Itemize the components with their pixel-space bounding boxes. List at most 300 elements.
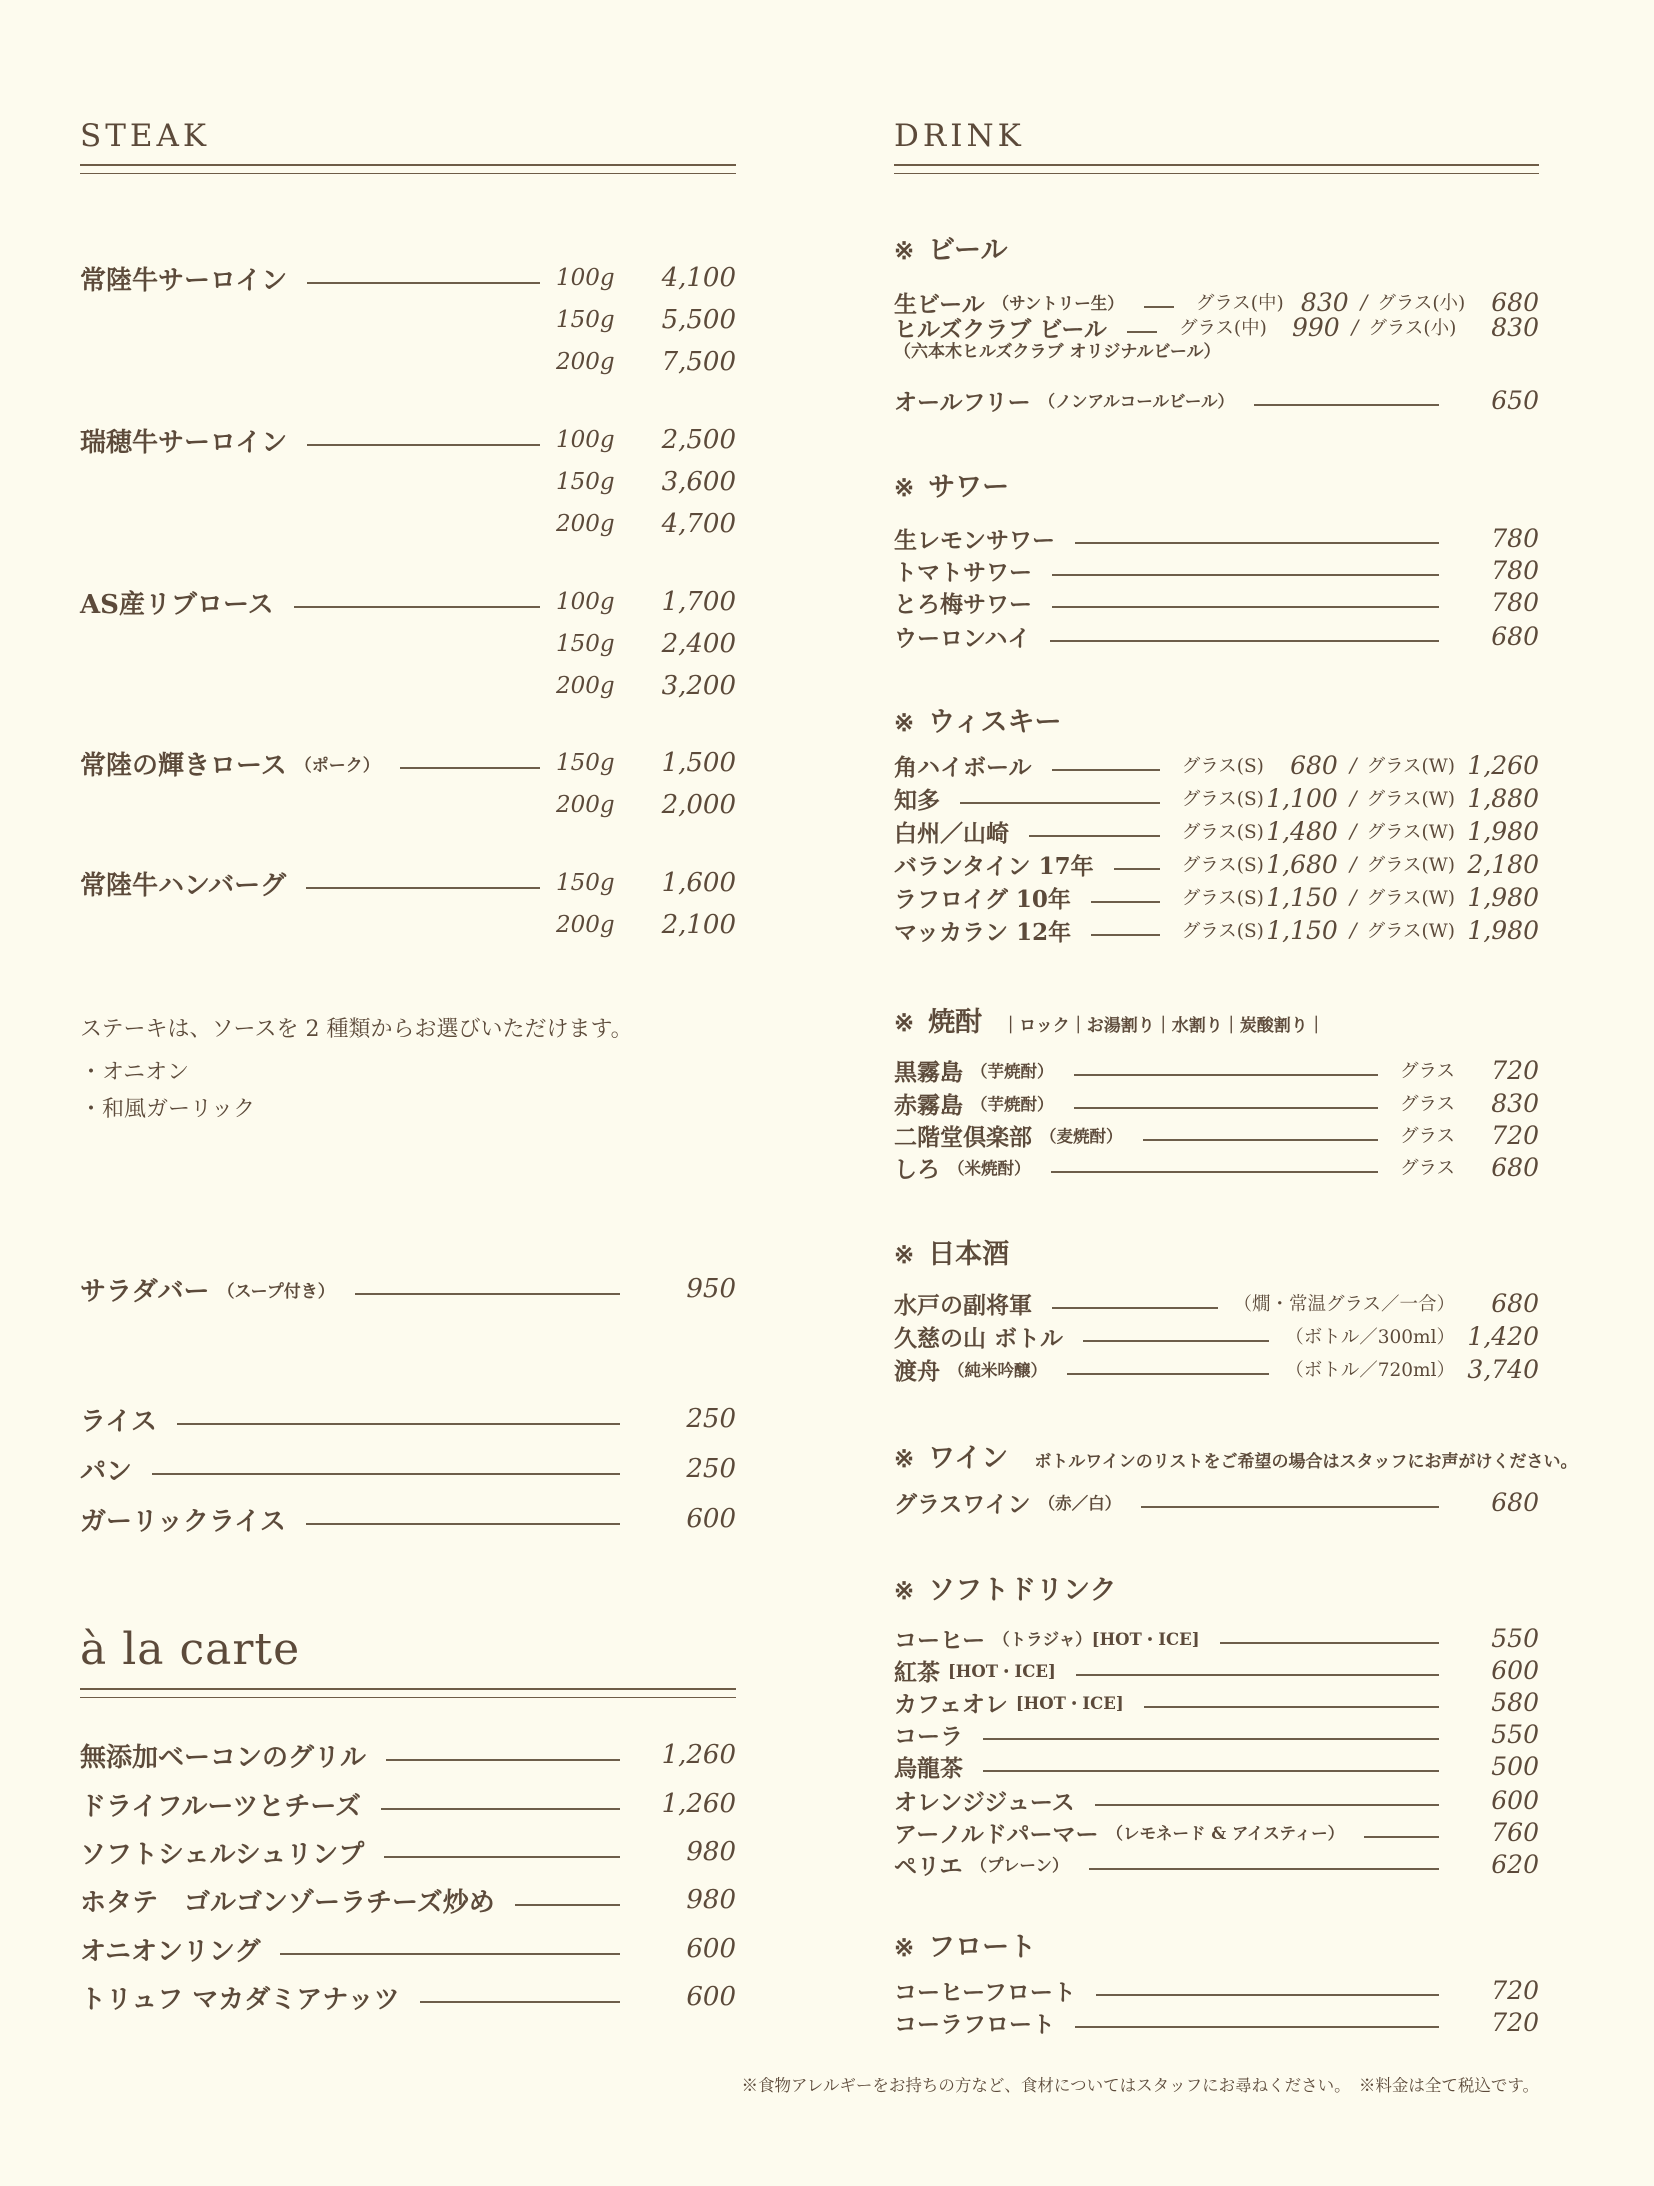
drink-item-name: バランタイン 17年 [894,852,1094,880]
price: 1,420 [1467,1321,1539,1351]
side-item-row [80,1401,736,1437]
price: 1,150 [1266,915,1338,945]
drink-item-row [894,813,1539,849]
drink-item-row [894,520,1539,556]
alacarte-item-name: トリュフ マカダミアナッツ [80,1984,400,2015]
price: 600 [1491,1655,1539,1685]
sauce-note: ステーキは、ソースを 2 種類からお選びいただけます。 [80,1017,633,1042]
komejirushi-icon: ※ [894,1240,915,1269]
price: 1,880 [1467,783,1539,813]
weight-label: 200g [556,511,615,537]
drink-item-name: しろ [894,1155,940,1183]
section-title: サワー [928,472,1010,503]
steak-item-name: AS産リブロース [80,589,274,620]
price: 3,740 [1467,1354,1539,1384]
drink-item-row [894,552,1539,588]
leader-line [1051,1171,1379,1173]
price: 1,480 [1266,816,1338,846]
glass-label: グラス [1400,1061,1455,1082]
price: 1,600 [661,868,736,898]
drink-item-name: 知多 [894,786,940,814]
steak-column [80,0,736,2186]
side-item-name: ガーリックライス [80,1506,286,1537]
weight-label: 200g [556,673,615,699]
alacarte-item-row [80,1882,736,1918]
glass-size-label: グラス(S) [1181,888,1264,909]
price: 250 [686,1454,736,1484]
glass-size-label: グラス(W) [1366,888,1455,909]
item-note: （芋焼酎） [971,1062,1054,1081]
glass-label: グラス [1400,1094,1455,1115]
leader-line [515,1904,620,1906]
glass-label: グラス [1400,1158,1455,1179]
drink-item-row [894,912,1539,948]
section-title: 焼酎 [928,1007,983,1038]
leader-line [983,1770,1439,1772]
drink-item-name: ヒルズクラブ ビール [894,315,1107,343]
section-title: ビール [928,235,1008,266]
item-note: （麦焼酎） [1040,1127,1123,1146]
price: 720 [1491,1120,1539,1150]
glass-size-label: グラス(中) [1178,318,1267,339]
item-note: （純米吟醸） [948,1361,1047,1380]
price: 7,500 [661,347,736,377]
steak-price-row [80,787,736,823]
wine-list-note: ボトルワインのリストをご希望の場合はスタッフにお声がけください。 [1034,1452,1578,1472]
leader-line [1075,2026,1439,2028]
leader-line [1364,1836,1439,1838]
section-header-sour [894,465,1539,505]
drink-item-row [894,1149,1539,1185]
steak-section-title: STEAK [80,118,211,154]
leader-line [1029,835,1160,837]
steak-item-name: 常陸の輝きロース [80,750,287,781]
komejirushi-icon: ※ [894,1008,915,1037]
weight-label: 150g [556,750,615,776]
steak-price-row [80,464,736,500]
price: 600 [686,1504,736,1534]
glass-size-label: グラス(W) [1366,789,1455,810]
price: 500 [1491,1751,1539,1781]
drink-column [741,0,1578,2186]
item-note: （芋焼酎） [971,1095,1054,1114]
drink-item-name: 水戸の副将軍 [894,1291,1032,1319]
price: 980 [686,1837,736,1867]
steak-price-row [80,668,736,704]
alacarte-item-name: ホタテ ゴルゴンゾーラチーズ炒め [80,1887,495,1918]
leader-line [1052,606,1439,608]
price: 980 [686,1885,736,1915]
side-item-row [80,1501,736,1537]
drink-item-row [894,1716,1539,1752]
price: 760 [1491,1817,1539,1847]
price: 1,100 [1266,783,1338,813]
slash-separator: / [1349,918,1357,942]
drink-item-row [894,618,1539,654]
beer-subnote: （六本木ヒルズクラブ オリジナルビール） [894,342,1221,362]
leader-line [355,1293,620,1295]
drink-item-row [894,1484,1539,1520]
leader-line [1091,934,1160,936]
steak-item-row [80,865,736,901]
glass-size-label: グラス(W) [1366,822,1455,843]
price: 1,980 [1467,882,1539,912]
alacarte-item-name: 無添加ベーコンのグリル [80,1742,367,1773]
section-header-float [894,1925,1539,1965]
drink-item-row [894,1318,1539,1354]
item-note: （スープ付き） [217,1281,335,1302]
leader-line [1091,901,1160,903]
drink-item-name: 角ハイボール [894,753,1032,781]
drink-item-row [894,1748,1539,1784]
alacarte-item-row [80,1786,736,1822]
price: 990 [1291,312,1340,342]
item-note: （ポーク） [294,755,380,776]
section-title: ウィスキー [928,707,1062,738]
glass-size-label: グラス(S) [1181,921,1264,942]
glass-size-label: グラス(S) [1181,756,1264,777]
leader-line [307,444,540,446]
drink-item-row [894,382,1539,418]
steak-price-row [80,302,736,338]
price: 2,180 [1467,849,1539,879]
price: 550 [1491,1623,1539,1653]
drink-item-row [894,1085,1539,1121]
leader-line [1254,404,1439,406]
slash-separator: / [1349,753,1357,777]
weight-label: 150g [556,307,615,333]
drink-item-name: 赤霧島 [894,1091,963,1119]
drink-item-name: トマトサワー [894,558,1032,586]
price: 1,980 [1467,915,1539,945]
drink-title-rule [894,164,1539,174]
leader-line [1141,1506,1439,1508]
drink-item-row [894,2004,1539,2040]
glass-size-label: グラス(S) [1181,822,1264,843]
leader-line [1076,1674,1439,1676]
drink-item-row [894,780,1539,816]
drink-item-name: マッカラン 12年 [894,918,1072,946]
price: 780 [1491,523,1539,553]
glass-size-label: グラス(小) [1377,293,1466,314]
leader-line [1095,1804,1439,1806]
price: 680 [1491,1152,1539,1182]
section-header-whisky [894,700,1539,740]
shochu-style-tags: ｜ロック｜お湯割り｜水割り｜炭酸割り｜ [1002,1016,1325,1036]
price: 830 [1491,312,1539,342]
leader-line [960,802,1160,804]
price: 580 [1491,1687,1539,1717]
alacarte-item-name: ソフトシェルシュリンプ [80,1839,365,1870]
item-note: （サントリー生） [992,294,1124,313]
steak-item-name: 瑞穂牛サーロイン [80,427,288,458]
drink-section-title: DRINK [894,118,1025,154]
leader-line [1220,1642,1439,1644]
leader-line [400,767,540,769]
drink-item-name: コーラ [894,1722,963,1750]
price: 830 [1300,287,1349,317]
weight-label: 150g [556,870,615,896]
price: 720 [1491,1055,1539,1085]
alacarte-item-name: ドライフルーツとチーズ [80,1791,362,1822]
price: 2,100 [661,910,736,940]
price: 2,500 [661,425,736,455]
drink-item-name: ラフロイグ 10年 [894,885,1071,913]
leader-line [177,1423,620,1425]
serving-label: （ボトル／720ml） [1285,1360,1455,1381]
drink-item-name: コーヒーフロート [894,1978,1076,2006]
leader-line [306,1523,620,1525]
slash-separator: / [1349,819,1357,843]
drink-item-name: コーヒー [894,1626,986,1654]
alacarte-item-name: オニオンリング [80,1936,261,1967]
price: 680 [1290,750,1338,780]
drink-item-row [894,1620,1539,1656]
komejirushi-icon: ※ [894,236,915,265]
alacarte-section-title: à la carte [80,1624,301,1675]
steak-item-row [80,260,736,296]
price: 4,700 [661,509,736,539]
alacarte-item-row [80,1979,736,2015]
section-title: 日本酒 [928,1239,1010,1270]
leader-line [306,887,540,889]
drink-item-name: とろ梅サワー [894,590,1032,618]
price: 600 [686,1934,736,1964]
weight-label: 150g [556,469,615,495]
price: 1,260 [661,1740,736,1770]
steak-price-row [80,907,736,943]
price: 720 [1491,2007,1539,2037]
slash-separator: / [1349,885,1357,909]
leader-line [307,282,540,284]
weight-label: 100g [556,265,615,291]
leader-line [1127,331,1157,333]
item-note: （プレーン） [970,1856,1069,1875]
leader-line [1067,1373,1269,1375]
price: 5,500 [661,305,736,335]
price: 1,980 [1467,816,1539,846]
slash-separator: / [1349,852,1357,876]
price: 550 [1491,1719,1539,1749]
alacarte-item-row [80,1834,736,1870]
steak-item-row [80,584,736,620]
drink-item-row [894,1285,1539,1321]
serving-label: （燗・常温グラス／一合） [1233,1294,1455,1315]
leader-line [1052,574,1439,576]
side-item-row [80,1271,736,1307]
section-header-beer [894,228,1539,268]
drink-item-name: 白州／山崎 [894,819,1009,847]
leader-line [280,1953,620,1955]
price: 620 [1491,1849,1539,1879]
price: 950 [686,1274,736,1304]
drink-item-row [894,1846,1539,1882]
drink-item-name: アーノルドパーマー [894,1820,1099,1848]
drink-item-name: 烏龍茶 [894,1754,963,1782]
side-item-name: サラダバー [80,1276,210,1307]
item-note: （赤／白） [1038,1494,1122,1513]
item-note: （米焼酎） [948,1159,1031,1178]
glass-size-label: グラス(S) [1181,855,1264,876]
price: 780 [1491,587,1539,617]
komejirushi-icon: ※ [894,1444,915,1473]
drink-item-name: ペリエ [894,1852,963,1880]
price: 2,400 [661,629,736,659]
drink-item-name: 黒霧島 [894,1058,963,1086]
glass-size-label: グラス(中) [1195,293,1284,314]
steak-title-rule [80,164,736,174]
leader-line [1143,1139,1379,1141]
price: 250 [686,1404,736,1434]
price: 1,700 [661,587,736,617]
price: 2,000 [661,790,736,820]
weight-label: 200g [556,912,615,938]
alacarte-item-row [80,1737,736,1773]
leader-line [381,1808,620,1810]
drink-item-row [894,1782,1539,1818]
drink-item-name: 生レモンサワー [894,526,1055,554]
leader-line [1074,1074,1379,1076]
item-note: （レモネード & アイスティー） [1106,1824,1345,1843]
drink-item-name: 久慈の山 ボトル [894,1324,1064,1352]
leader-line [384,1856,620,1858]
price: 4,100 [661,263,736,293]
leader-line [1089,1868,1439,1870]
drink-item-row [894,1351,1539,1387]
slash-separator: / [1349,786,1357,810]
drink-item-name: オールフリー [894,388,1031,416]
drink-item-row [894,1052,1539,1088]
leader-line [1114,868,1160,870]
section-header-wine [894,1436,1578,1476]
drink-item-name: 紅茶 [894,1658,940,1686]
sauce-option: ・オニオン [80,1060,190,1085]
price: 680 [1491,621,1539,651]
alacarte-title-rule [80,1688,736,1698]
drink-item-row [894,1684,1539,1720]
leader-line [1052,1307,1218,1309]
leader-line [152,1473,620,1475]
drink-item-row [894,1652,1539,1688]
leader-line [1075,542,1439,544]
steak-price-row [80,626,736,662]
drink-item-row [894,1814,1539,1850]
price: 830 [1491,1088,1539,1118]
komejirushi-icon: ※ [894,473,915,502]
drink-item-name: オレンジジュース [894,1788,1075,1816]
drink-item-name: グラスワイン [894,1490,1031,1518]
price: 600 [686,1982,736,2012]
weight-label: 200g [556,349,615,375]
price: 1,260 [661,1789,736,1819]
price: 1,680 [1266,849,1338,879]
leader-line [1144,306,1174,308]
price: 1,260 [1467,750,1539,780]
drink-item-name: カフェオレ [894,1690,1008,1718]
item-note: （ノンアルコールビール） [1038,392,1234,411]
price: 1,500 [661,748,736,778]
steak-price-row [80,506,736,542]
drink-item-row [894,879,1539,915]
item-note: （トラジャ）[HOT・ICE] [993,1630,1200,1649]
serving-label: （ボトル／300ml） [1285,1327,1455,1348]
steak-item-name: 常陸牛サーロイン [80,265,288,296]
drink-item-row [894,846,1539,882]
drink-item-row [894,747,1539,783]
price: 680 [1491,1288,1539,1318]
weight-label: 150g [556,631,615,657]
glass-size-label: グラス(W) [1366,855,1455,876]
leader-line [983,1738,1439,1740]
leader-line [420,2001,620,2003]
leader-line [1083,1340,1269,1342]
leader-line [1074,1107,1379,1109]
drink-item-name: 二階堂倶楽部 [894,1123,1032,1151]
side-item-name: パン [80,1456,133,1487]
price: 680 [1491,1487,1539,1517]
glass-size-label: グラス(W) [1366,921,1455,942]
allergy-tax-note: ※食物アレルギーをお持ちの方など、食材についてはスタッフにお尋ねください。 ※料金は全て税込です。 [741,2076,1539,2095]
price: 780 [1491,555,1539,585]
drink-item-row [894,1972,1539,2008]
steak-item-row [80,745,736,781]
leader-line [1052,769,1160,771]
drink-item-name: 渡舟 [894,1357,940,1385]
leader-line [1050,640,1439,642]
section-title: ワイン [928,1443,1009,1474]
item-note: [HOT・ICE] [1015,1694,1124,1713]
section-title: フロート [928,1932,1037,1963]
steak-price-row [80,344,736,380]
section-header-sake [894,1232,1539,1272]
drink-item-name: コーラフロート [894,2010,1055,2038]
price: 600 [1491,1785,1539,1815]
glass-size-label: グラス(小) [1368,318,1457,339]
komejirushi-icon: ※ [894,1933,915,1962]
weight-label: 100g [556,427,615,453]
price: 650 [1491,385,1539,415]
price: 3,600 [661,467,736,497]
drink-item-row [894,1117,1539,1153]
weight-label: 100g [556,589,615,615]
weight-label: 200g [556,792,615,818]
item-note: [HOT・ICE] [948,1662,1056,1681]
price: 3,200 [661,671,736,701]
komejirushi-icon: ※ [894,708,915,737]
slash-separator: / [1360,290,1368,314]
drink-item-row [894,584,1539,620]
drink-item-name: ウーロンハイ [894,624,1031,652]
drink-item-name: 生ビール [894,290,985,318]
glass-size-label: グラス(W) [1366,756,1455,777]
komejirushi-icon: ※ [894,1576,915,1605]
section-header-shochu [894,1000,1539,1040]
leader-line [386,1759,620,1761]
sauce-option: ・和風ガーリック [80,1097,256,1122]
side-item-row [80,1451,736,1487]
leader-line [1096,1994,1439,1996]
price: 720 [1491,1975,1539,2005]
section-title: ソフトドリンク [928,1575,1117,1606]
alacarte-item-row [80,1931,736,1967]
leader-line [1144,1706,1439,1708]
steak-item-row [80,422,736,458]
slash-separator: / [1351,315,1359,339]
section-header-softdrink [894,1568,1539,1608]
steak-item-name: 常陸牛ハンバーグ [80,870,287,901]
glass-size-label: グラス(S) [1181,789,1264,810]
side-item-name: ライス [80,1406,157,1437]
